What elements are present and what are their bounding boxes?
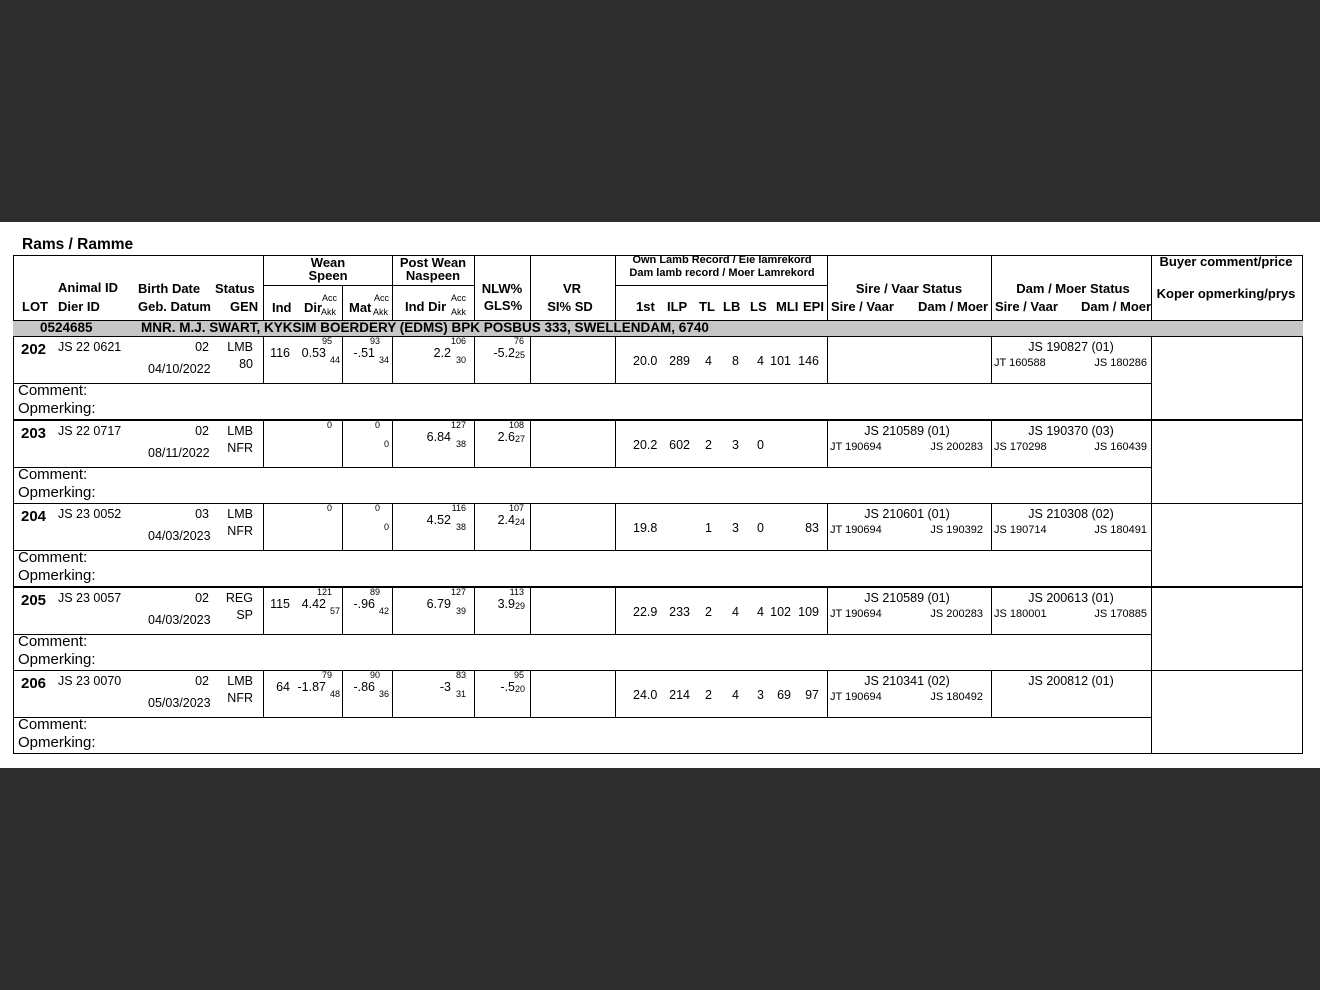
buyer-divider — [1151, 503, 1152, 587]
header-ind: Ind — [272, 300, 292, 315]
dam-status: JS 200613 (01) — [1028, 591, 1114, 605]
postwean-acc: 127 — [450, 587, 466, 597]
sire-status: JS 210589 (01) — [864, 424, 950, 438]
postwean-akk: 30 — [455, 355, 466, 365]
column-divider — [474, 336, 475, 383]
dam-dam: JS 180491 — [1094, 524, 1147, 536]
lot-number: 204 — [21, 508, 47, 525]
wean-mat-acc: 0 — [374, 503, 380, 513]
dam-sire: JS 170298 — [994, 441, 1047, 453]
dam-status: JS 190827 (01) — [1028, 340, 1114, 354]
postwean-akk: 38 — [455, 439, 466, 449]
lamb-1st: 20.2 — [633, 438, 658, 452]
postwean-ind-dir: 6.84 — [426, 430, 451, 444]
nlw-acc: 95 — [513, 670, 524, 680]
postwean-akk: 31 — [455, 689, 466, 699]
row-separator — [13, 717, 1152, 718]
lamb-lb: 3 — [732, 521, 739, 535]
animal-id: JS 23 0070 — [58, 674, 122, 688]
dam-dam: JS 170885 — [1094, 608, 1147, 620]
comment-label: Comment: — [18, 466, 88, 483]
lamb-1st: 24.0 — [633, 688, 658, 702]
header-lot: LOT — [22, 299, 48, 314]
sire-status: JS 210601 (01) — [864, 507, 950, 521]
header-buyer-comment: Buyer comment/price — [1159, 254, 1293, 269]
lamb-ls: 0 — [757, 438, 764, 452]
buyer-divider — [1151, 587, 1152, 671]
column-divider — [530, 587, 531, 634]
nlw-acc: 107 — [508, 503, 524, 513]
header-birth-date: Birth Date — [138, 281, 201, 296]
lamb-mli: 101 — [770, 354, 791, 368]
dam-sire: JS 190714 — [994, 524, 1047, 536]
header-dam-sire: Sire / Vaar — [995, 299, 1058, 314]
status-code: 02 — [195, 340, 209, 354]
wean-dir-acc: 0 — [326, 420, 332, 430]
sire-dam: JS 200283 — [930, 608, 983, 620]
lamb-ilp: 289 — [669, 354, 690, 368]
dam-sire: JT 160588 — [994, 357, 1046, 369]
column-divider — [991, 670, 992, 717]
column-divider — [530, 420, 531, 467]
wean-ind: 115 — [270, 597, 290, 611]
gen-class: 80 — [239, 357, 253, 371]
nlw-value: -.5 — [500, 680, 515, 694]
header-nlw: NLW% — [481, 281, 523, 296]
column-divider — [991, 420, 992, 467]
column-divider — [615, 503, 616, 550]
sire-dam: JS 190392 — [930, 524, 983, 536]
column-divider — [392, 670, 393, 717]
header-dam-lamb: Dam lamb record / Moer Lamrekord — [629, 267, 815, 279]
header-ind-dir: Ind Dir — [405, 299, 447, 314]
nlw-akk: 29 — [514, 601, 525, 611]
column-divider — [263, 670, 264, 717]
column-divider — [827, 503, 828, 550]
gen-code: LMB — [227, 424, 253, 438]
sire-sire: JT 190694 — [830, 524, 882, 536]
sire-sire: JT 190694 — [830, 608, 882, 620]
gen-code: REG — [225, 591, 253, 605]
header-dam-dam: Dam / Moer — [1081, 299, 1152, 314]
gen-class: NFR — [227, 524, 253, 538]
lamb-ilp: 233 — [669, 605, 690, 619]
buyer-divider — [1151, 336, 1152, 420]
dam-status: JS 200812 (01) — [1028, 674, 1114, 688]
header-mat-akk: Akk — [373, 307, 389, 317]
header-si-sd: SI% SD — [547, 299, 593, 314]
column-divider — [530, 503, 531, 550]
lamb-ls: 4 — [757, 354, 764, 368]
lamb-tl: 2 — [705, 688, 712, 702]
column-divider — [263, 587, 264, 634]
header-dam-status: Dam / Moer Status — [1016, 281, 1130, 296]
buyer-divider — [1151, 670, 1152, 754]
column-divider — [530, 336, 531, 383]
column-divider — [474, 670, 475, 717]
nlw-akk: 27 — [514, 434, 525, 444]
row-separator — [13, 634, 1152, 635]
header-post-wean: Post Wean — [399, 255, 467, 270]
postwean-ind-dir: 6.79 — [426, 597, 451, 611]
postwean-ind-dir: 2.2 — [433, 346, 451, 360]
nlw-akk: 20 — [514, 684, 525, 694]
wean-mat-acc: 90 — [369, 670, 380, 680]
header-geb-datum: Geb. Datum — [138, 299, 211, 314]
sire-status: JS 210589 (01) — [864, 591, 950, 605]
breeder-number: 0524685 — [40, 320, 93, 335]
wean-mat-acc: 0 — [374, 420, 380, 430]
postwean-acc: 127 — [450, 420, 466, 430]
header-mat: Mat — [349, 300, 372, 315]
header-tl: TL — [699, 299, 715, 314]
lamb-ls: 0 — [757, 521, 764, 535]
header-dir: Dir — [304, 300, 323, 315]
wean-dir-acc: 121 — [316, 587, 332, 597]
birth-date: 04/03/2023 — [148, 529, 211, 543]
lamb-epi: 97 — [805, 688, 819, 702]
header-dier-id: Dier ID — [58, 299, 100, 314]
lamb-ilp: 214 — [669, 688, 690, 702]
wean-mat: -.86 — [353, 680, 375, 694]
gen-code: LMB — [227, 340, 253, 354]
lamb-lb: 4 — [732, 605, 739, 619]
column-divider — [342, 587, 343, 634]
lamb-1st: 19.8 — [633, 521, 658, 535]
gen-code: LMB — [227, 674, 253, 688]
lot-number: 206 — [21, 675, 47, 692]
animal-id: JS 23 0052 — [58, 507, 122, 521]
header-ls: LS — [750, 299, 767, 314]
header-own-lamb: Own Lamb Record / Eie lamrekord — [632, 254, 812, 266]
catalogue-page — [0, 222, 1320, 768]
postwean-acc: 116 — [451, 503, 466, 513]
column-divider — [615, 336, 616, 383]
comment-label: Comment: — [18, 382, 88, 399]
status-code: 02 — [195, 591, 209, 605]
comment-label: Comment: — [18, 633, 88, 650]
row-separator — [13, 550, 1152, 551]
wean-dir-acc: 79 — [321, 670, 332, 680]
lamb-ilp: 602 — [669, 438, 690, 452]
wean-mat-akk: 0 — [383, 522, 389, 532]
column-divider — [263, 336, 264, 383]
header-sire-status: Sire / Vaar Status — [855, 281, 963, 296]
header-vr: VR — [562, 281, 582, 296]
column-divider — [991, 503, 992, 550]
column-divider — [615, 670, 616, 717]
status-code: 02 — [195, 674, 209, 688]
row-separator — [13, 467, 1152, 468]
wean-mat-akk: 42 — [378, 606, 389, 616]
wean-mat: -.96 — [353, 597, 375, 611]
lamb-lb: 4 — [732, 688, 739, 702]
breeder-name: MNR. M.J. SWART, KYKSIM BOERDERY (EDMS) BPK POSBUS 333, SWELLENDAM, 6740 — [141, 320, 709, 335]
column-divider — [342, 420, 343, 467]
comment-label: Comment: — [18, 549, 88, 566]
nlw-acc: 108 — [508, 420, 524, 430]
lot-number: 203 — [21, 425, 47, 442]
birth-date: 04/10/2022 — [148, 362, 211, 376]
lamb-tl: 1 — [705, 521, 712, 535]
wean-mat-akk: 34 — [378, 355, 389, 365]
header-gls: GLS% — [483, 298, 523, 313]
postwean-acc: 83 — [455, 670, 466, 680]
column-divider — [392, 336, 393, 383]
nlw-acc: 113 — [509, 587, 524, 597]
header-epi: EPI — [803, 299, 824, 314]
column-divider — [615, 420, 616, 467]
lamb-tl: 2 — [705, 438, 712, 452]
postwean-ind-dir: 4.52 — [426, 513, 451, 527]
column-divider — [827, 420, 828, 467]
wean-mat: -.51 — [353, 346, 375, 360]
column-divider — [474, 587, 475, 634]
column-divider — [474, 420, 475, 467]
sire-sire: JT 190694 — [830, 691, 882, 703]
gen-class: NFR — [227, 441, 253, 455]
lamb-ls: 4 — [757, 605, 764, 619]
wean-dir-akk: 57 — [329, 606, 340, 616]
lamb-lb: 8 — [732, 354, 739, 368]
column-divider — [615, 587, 616, 634]
opmerking-label: Opmerking: — [18, 567, 96, 584]
opmerking-label: Opmerking: — [18, 734, 96, 751]
birth-date: 05/03/2023 — [148, 696, 211, 710]
opmerking-label: Opmerking: — [18, 651, 96, 668]
wean-ind: 116 — [270, 346, 290, 360]
column-divider — [392, 587, 393, 634]
header-naspeen: Naspeen — [405, 268, 461, 283]
nlw-value: 2.4 — [497, 513, 515, 527]
header-wean: Wean — [310, 255, 346, 270]
gen-code: LMB — [227, 507, 253, 521]
wean-dir-akk: 48 — [329, 689, 340, 699]
column-divider — [392, 420, 393, 467]
sire-dam: JS 180492 — [930, 691, 983, 703]
nlw-value: 3.9 — [497, 597, 515, 611]
status-code: 03 — [195, 507, 209, 521]
lamb-mli: 69 — [777, 688, 791, 702]
column-divider — [991, 587, 992, 634]
section-title: Rams / Ramme — [22, 236, 134, 253]
lamb-1st: 22.9 — [633, 605, 658, 619]
header-sire-sire: Sire / Vaar — [831, 299, 894, 314]
header-pw-akk: Akk — [451, 307, 467, 317]
lot-number: 205 — [21, 592, 47, 609]
wean-mat-acc: 93 — [369, 336, 380, 346]
opmerking-label: Opmerking: — [18, 400, 96, 417]
wean-dir-acc: 0 — [326, 503, 332, 513]
column-divider — [342, 670, 343, 717]
header-pw-acc: Acc — [451, 293, 467, 303]
wean-mat-acc: 89 — [369, 587, 380, 597]
header-mli: MLI — [776, 299, 799, 314]
gen-class: NFR — [227, 691, 253, 705]
header-mat-acc: Acc — [374, 293, 390, 303]
nlw-akk: 24 — [514, 517, 525, 527]
lamb-tl: 4 — [705, 354, 712, 368]
nlw-value: -5.2 — [493, 346, 515, 360]
buyer-divider — [1151, 420, 1152, 504]
header-sire-dam: Dam / Moer — [918, 299, 989, 314]
lamb-1st: 20.0 — [633, 354, 658, 368]
column-divider — [392, 503, 393, 550]
lamb-epi: 146 — [798, 354, 819, 368]
column-divider — [342, 503, 343, 550]
wean-dir-akk: 44 — [329, 355, 340, 365]
wean-dir-acc: 95 — [321, 336, 332, 346]
column-divider — [474, 503, 475, 550]
sire-status: JS 210341 (02) — [864, 674, 950, 688]
row-separator — [13, 383, 1152, 384]
lamb-mli: 102 — [770, 605, 791, 619]
postwean-acc: 106 — [450, 336, 466, 346]
column-divider — [263, 420, 264, 467]
animal-id: JS 22 0717 — [58, 424, 122, 438]
header-koper: Koper opmerking/prys — [1156, 286, 1296, 301]
column-divider — [827, 587, 828, 634]
wean-mat-akk: 0 — [383, 439, 389, 449]
comment-label: Comment: — [18, 716, 88, 733]
header-gen: GEN — [230, 299, 259, 314]
nlw-value: 2.6 — [497, 430, 515, 444]
header-ilp: ILP — [667, 299, 688, 314]
header-dir-akk: Akk — [321, 307, 337, 317]
sire-sire: JT 190694 — [830, 441, 882, 453]
column-divider — [991, 336, 992, 383]
wean-dir: 0.53 — [301, 346, 326, 360]
dam-status: JS 210308 (02) — [1028, 507, 1114, 521]
postwean-akk: 38 — [455, 522, 466, 532]
birth-date: 08/11/2022 — [148, 446, 210, 460]
column-divider — [827, 670, 828, 717]
lamb-epi: 109 — [798, 605, 819, 619]
nlw-akk: 25 — [514, 350, 525, 360]
nlw-acc: 76 — [513, 336, 524, 346]
lamb-tl: 2 — [705, 605, 712, 619]
header-animal-id: Animal ID — [58, 280, 118, 295]
postwean-akk: 39 — [455, 606, 466, 616]
birth-date: 04/03/2023 — [148, 613, 211, 627]
header-dir-acc: Acc — [322, 293, 338, 303]
lamb-lb: 3 — [732, 438, 739, 452]
column-divider — [342, 336, 343, 383]
wean-mat-akk: 36 — [378, 689, 389, 699]
dam-sire: JS 180001 — [994, 608, 1047, 620]
sire-dam: JS 200283 — [930, 441, 983, 453]
column-divider — [530, 670, 531, 717]
header-status: Status — [215, 281, 255, 296]
header-speen: Speen — [308, 268, 348, 283]
postwean-ind-dir: -3 — [439, 680, 451, 694]
status-code: 02 — [195, 424, 209, 438]
gen-class: SP — [236, 608, 253, 622]
column-divider — [827, 336, 828, 383]
opmerking-label: Opmerking: — [18, 484, 96, 501]
wean-dir: -1.87 — [297, 680, 326, 694]
wean-dir: 4.42 — [301, 597, 326, 611]
column-divider — [263, 503, 264, 550]
dam-status: JS 190370 (03) — [1028, 424, 1114, 438]
lamb-epi: 83 — [805, 521, 819, 535]
animal-id: JS 23 0057 — [58, 591, 122, 605]
animal-id: JS 22 0621 — [58, 340, 122, 354]
dam-dam: JS 180286 — [1094, 357, 1147, 369]
lot-number: 202 — [21, 341, 47, 358]
lamb-ls: 3 — [757, 688, 764, 702]
header-lb: LB — [723, 299, 741, 314]
wean-ind: 64 — [276, 680, 290, 694]
dam-dam: JS 160439 — [1094, 441, 1147, 453]
header-1st: 1st — [636, 299, 655, 314]
